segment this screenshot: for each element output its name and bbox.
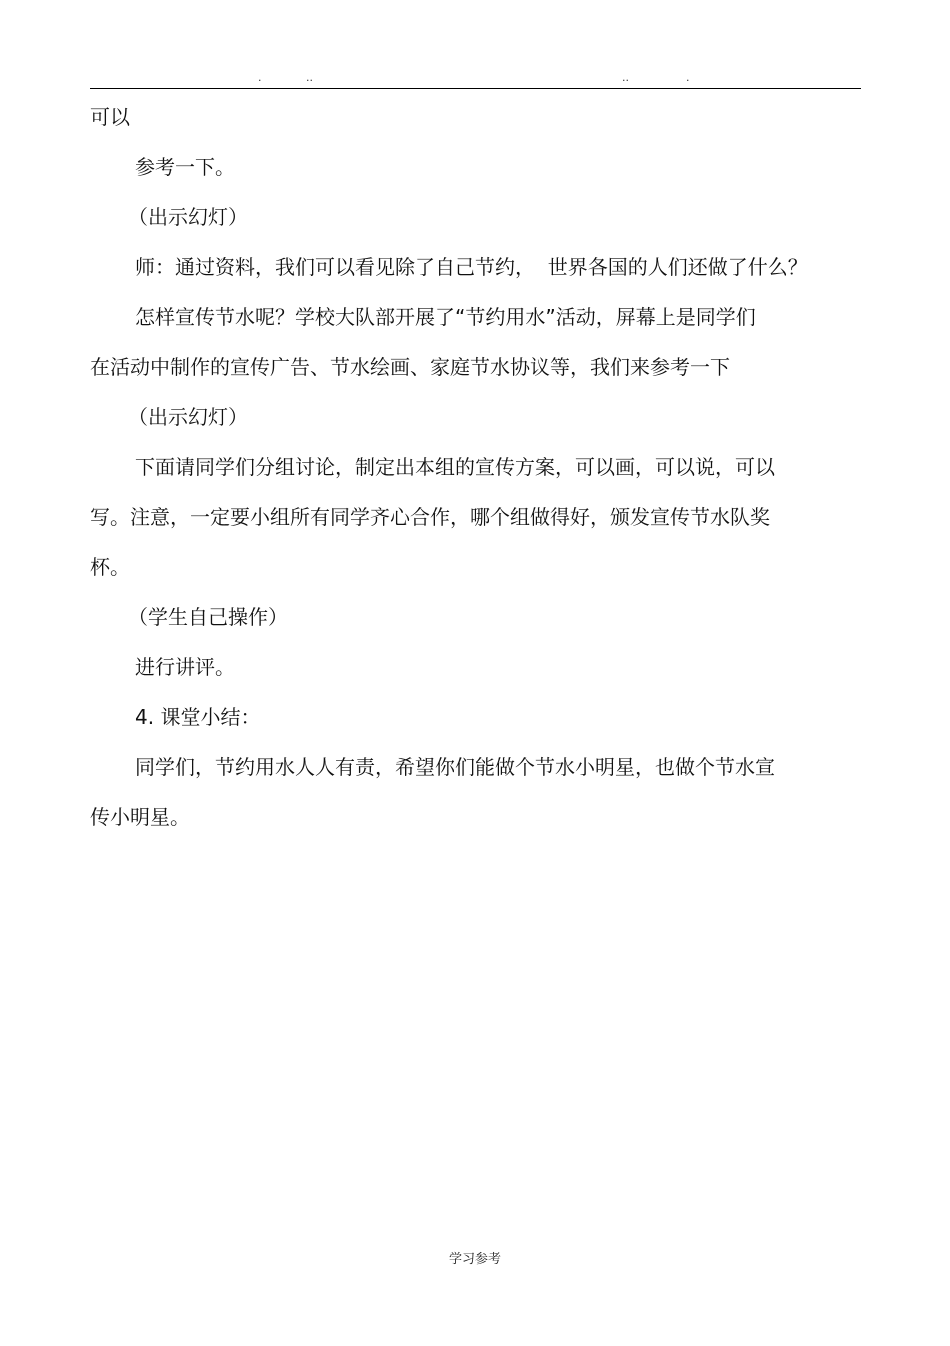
paragraph-line: （学生自己操作） xyxy=(128,605,288,629)
paragraph-line: 进行讲评。 xyxy=(135,655,235,679)
paragraph-line: （出示幻灯） xyxy=(128,205,248,229)
paragraph-line: 传小明星。 xyxy=(90,805,190,829)
paragraph-line: 参考一下。 xyxy=(135,155,235,179)
paragraph-line: 在活动中制作的宣传广告、节水绘画、家庭节水协议等，我们来参考一下 xyxy=(90,355,730,379)
paragraph-line: 怎样宣传节水呢？学校大队部开展了“节约用水”活动，屏幕上是同学们 xyxy=(135,305,756,329)
header-mark: .. xyxy=(306,71,313,84)
paragraph-line: 同学们，节约用水人人有责，希望你们能做个节水小明星，也做个节水宣 xyxy=(135,755,775,779)
paragraph-line: （出示幻灯） xyxy=(128,405,248,429)
paragraph-line: 师：通过资料，我们可以看见除了自己节约， 世界各国的人们还做了什么？ xyxy=(135,255,808,279)
paragraph-line: 杯。 xyxy=(90,555,130,579)
paragraph-line: 可以 xyxy=(90,105,130,129)
page-footer: 学习参考 xyxy=(448,1252,501,1267)
header-rule xyxy=(90,88,861,89)
paragraph-line: 下面请同学们分组讨论，制定出本组的宣传方案，可以画，可以说，可以 xyxy=(135,455,775,479)
header-mark: . xyxy=(258,71,262,84)
paragraph-line: 写。注意，一定要小组所有同学齐心合作，哪个组做得好，颁发宣传节水队奖 xyxy=(90,505,770,529)
header-mark: .. xyxy=(622,71,629,84)
section-heading: 4. 课堂小结： xyxy=(135,705,261,729)
header-mark: . xyxy=(686,71,690,84)
